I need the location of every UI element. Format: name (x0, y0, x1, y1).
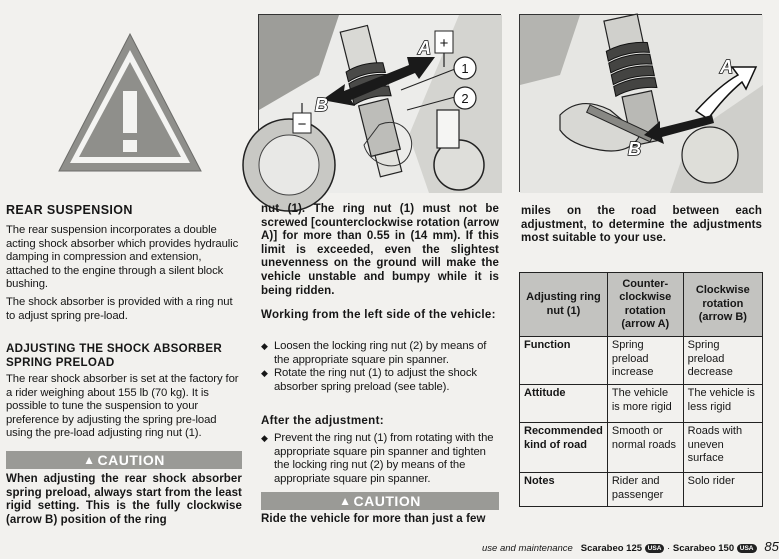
table-row (520, 473, 763, 507)
steps-list (261, 340, 499, 394)
caution-banner-1 (6, 451, 242, 469)
table-cell: The vehicle is less rigid (683, 385, 762, 423)
warning-triangle-icon (55, 28, 205, 178)
caution-triangle-icon: ▲ (83, 453, 96, 467)
fig1-label-b: B (315, 95, 328, 115)
caution-text-1: When adjusting the rear shock absorber spring preload, always start from the least rigid setting. This is the fully clockwise (arrow B) position of the ring (6, 473, 242, 526)
caution-continuation: nut (1). The ring nut (1) must not be screwed [counterclockwise rotation (arrow A)] for more than 0.55 in (14 mm). If this limit is exceeded, even the slightest unevenness on the ground will make the vehicle unstable and bumpy while it is being ridden. (261, 203, 499, 297)
miles-continuation: miles on the road between each adjustment, to determine the adjustments most suitable to your use. (521, 205, 762, 245)
adjustment-table (519, 272, 763, 507)
usa-badge-1: USA (645, 544, 665, 553)
table-header: Adjusting ring nut (1) (520, 273, 608, 337)
minus-sign: − (297, 116, 307, 133)
footer-model-1: Scarabeo 125 (580, 543, 643, 554)
row-label: Recommended kind of road (520, 423, 608, 473)
page-number: 85 (764, 539, 779, 554)
table-row (520, 385, 763, 423)
para-factory-setting: The rear shock absorber is set at the factory for a rider weighing about 155 lb (70 kg). It is possible to tune the suspension to your preference by adjusting the spring pre-load using the pre-load adjusting ring nut (1). (6, 373, 239, 440)
row-label: Notes (520, 473, 608, 507)
caution-banner-2 (261, 492, 499, 510)
table-header: Clockwise rotation (arrow B) (683, 273, 762, 337)
figure-spanner-adjustment (519, 14, 762, 192)
step-prevent-rotation: ◆ Prevent the ring nut (1) from rotating with the appropriate square pin spanner and tighten the locking ring nut (2) by means of the appropriate square pin spanner. (261, 432, 499, 486)
heading-adjusting-preload: ADJUSTING THE SHOCK ABSORBER SPRING PRELOAD (6, 342, 223, 369)
usa-badge-2: USA (737, 544, 757, 553)
table-header-row (520, 273, 763, 337)
plus-sign: + (439, 35, 449, 52)
figure-shock-absorber-left (258, 14, 501, 192)
heading-after-adjustment: After the adjustment: (261, 414, 384, 427)
para-ring-nut: The shock absorber is provided with a ring nut to adjust spring pre-load. (6, 296, 233, 322)
table-row (520, 423, 763, 473)
table-cell: Smooth or normal roads (607, 423, 683, 473)
callout-2: 2 (461, 91, 469, 106)
after-steps-list (261, 432, 499, 486)
caution-text-2: Ride the vehicle for more than just a few (261, 513, 486, 525)
table-cell: Roads with uneven surface (683, 423, 762, 473)
table-cell: Spring preload decrease (683, 337, 762, 385)
callout-1: 1 (461, 61, 469, 76)
table-row (520, 337, 763, 385)
fig1-label-a: A (418, 38, 431, 58)
caution-label-1: CAUTION (97, 452, 165, 468)
heading-working-left-side: Working from the left side of the vehicle: (261, 309, 496, 321)
fig2-label-b: B (628, 139, 641, 159)
footer-model-2: Scarabeo 150 (672, 543, 735, 554)
footer-separator: · (667, 543, 671, 554)
footer (482, 539, 779, 554)
table-cell: Rider and passenger (607, 473, 683, 507)
caution-triangle-icon: ▲ (339, 494, 352, 508)
table-header: Counter-clockwise rotation (arrow A) (607, 273, 683, 337)
heading-rear-suspension: REAR SUSPENSION (6, 203, 133, 217)
para-rear-suspension: The rear suspension incorporates a double acting shock absorber which provides hydraulic damping in compression and extension, attached to the engine through a silent block bushing. (6, 224, 239, 291)
table-cell: The vehicle is more rigid (607, 385, 683, 423)
fig2-label-a: A (720, 57, 733, 77)
row-label: Attitude (520, 385, 608, 423)
row-label: Function (520, 337, 608, 385)
caution-label-2: CAUTION (353, 493, 421, 509)
step-loosen: ◆ Loosen the locking ring nut (2) by means of the appropriate square pin spanner. (261, 340, 499, 367)
footer-prefix: use and maintenance (482, 543, 573, 554)
table-cell: Solo rider (683, 473, 762, 507)
step-rotate: ◆ Rotate the ring nut (1) to adjust the shock absorber spring preload (see table). (261, 367, 499, 394)
table-cell: Spring preload increase (607, 337, 683, 385)
